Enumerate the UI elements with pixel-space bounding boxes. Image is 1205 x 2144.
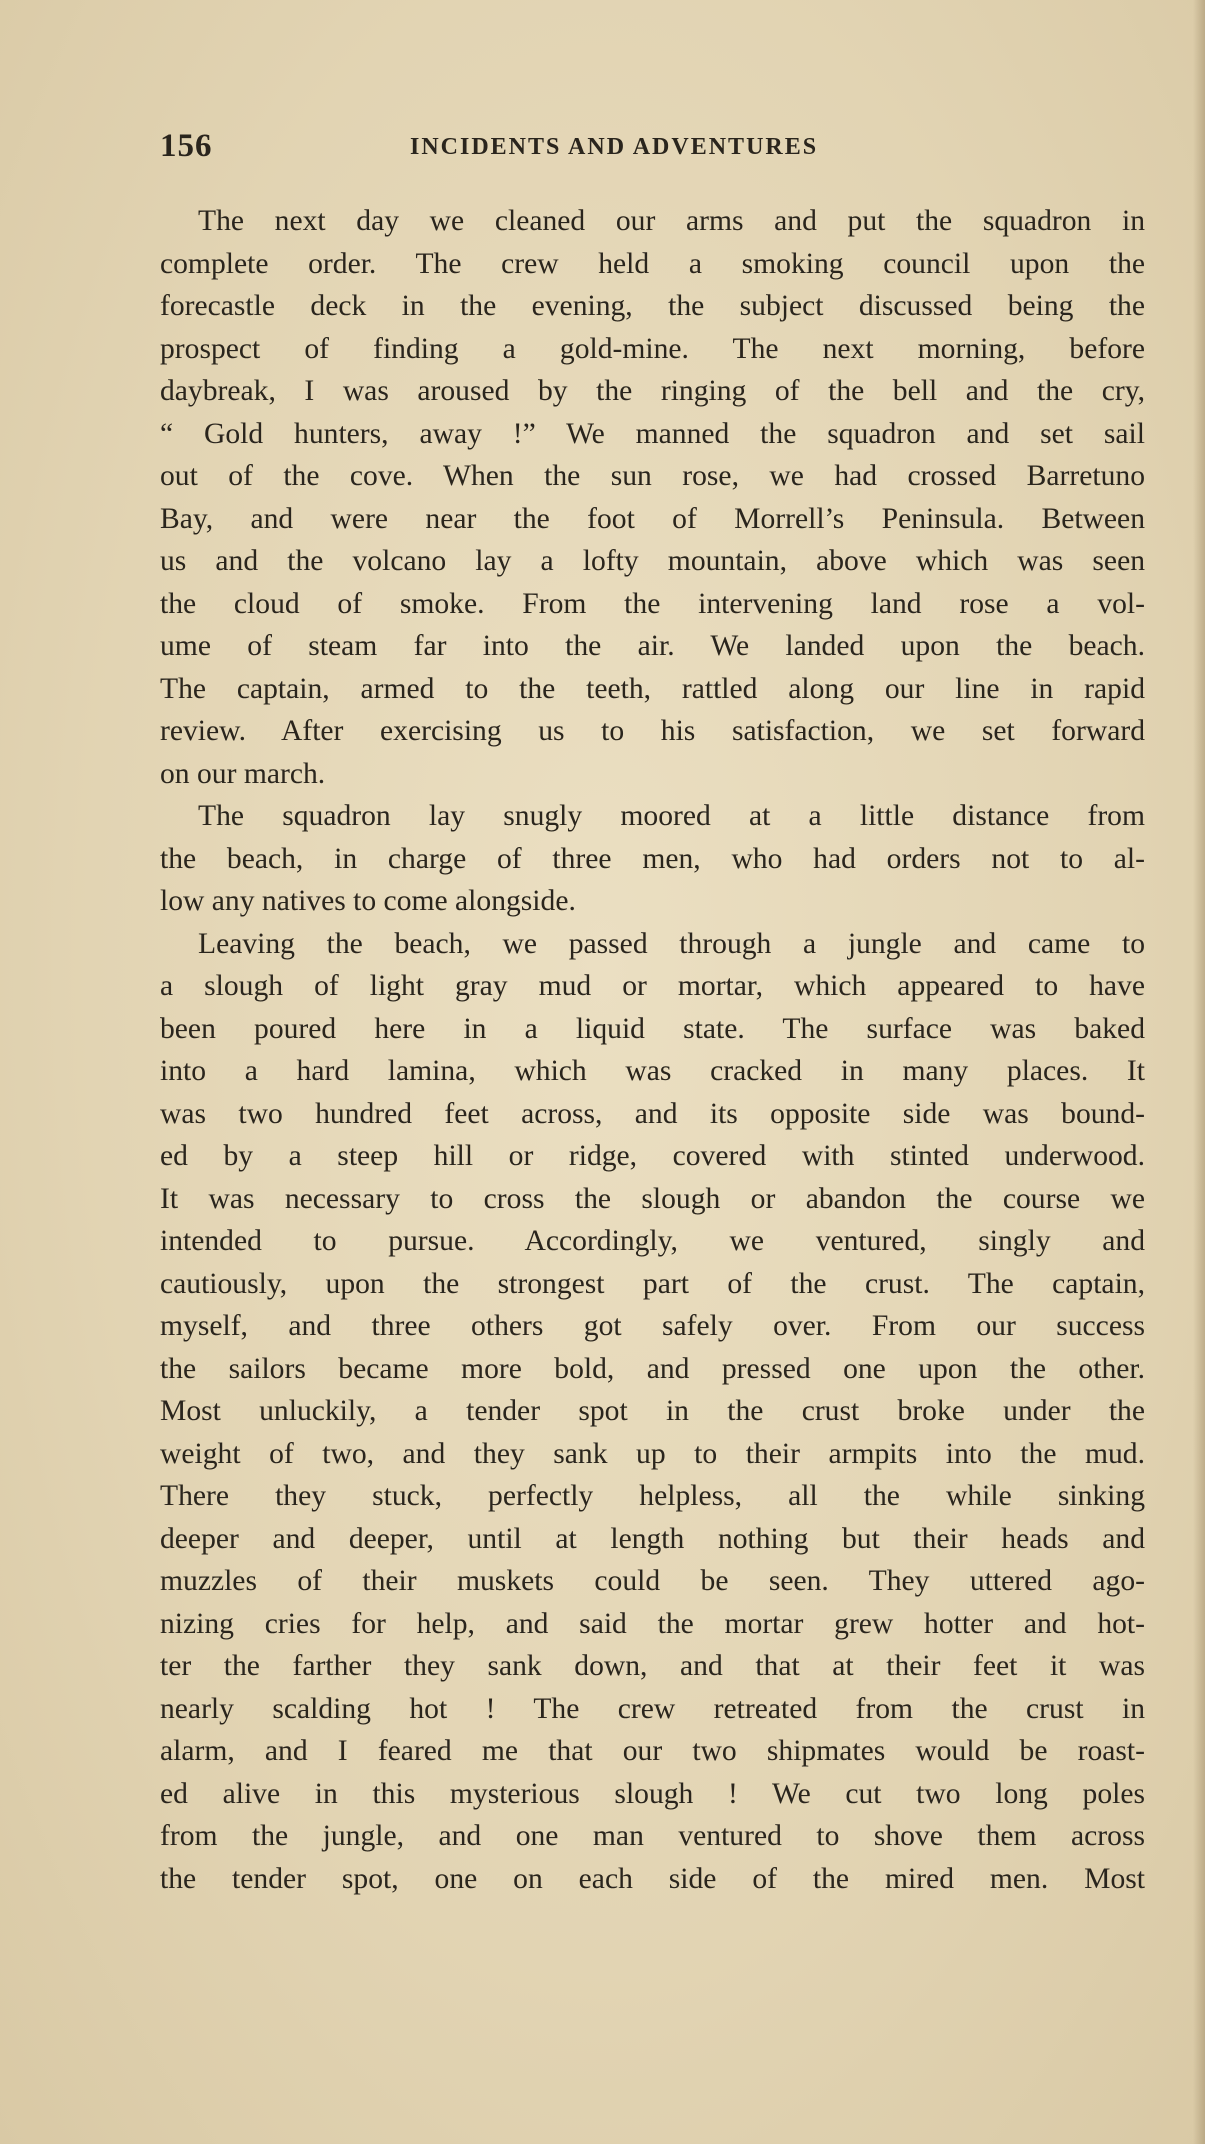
text-line: us and the volcano lay a lofty mountain, above which was seen xyxy=(160,545,1145,577)
text-line: muzzles of their muskets could be seen. They uttered ago- xyxy=(160,1565,1145,1597)
running-head xyxy=(160,128,1120,168)
text-line: ume of steam far into the air. We landed upon the beach. xyxy=(160,630,1145,662)
text-line: on our march. xyxy=(160,757,326,790)
text-line: There they stuck, perfectly helpless, all the while sinking xyxy=(160,1480,1145,1512)
text-line: Bay, and were near the foot of Morrell’s Peninsula. Between xyxy=(160,502,1145,535)
text-line: The next day we cleaned our arms and put the squadron in xyxy=(198,205,1145,237)
text-line: a slough of light gray mud or mortar, which appeared to have xyxy=(160,970,1145,1002)
text-line: complete order. The crew held a smoking council upon the xyxy=(160,247,1145,280)
text-line: prospect of finding a gold-mine. The next morning, before xyxy=(160,332,1145,365)
text-line: been poured here in a liquid state. The surface was baked xyxy=(160,1012,1145,1045)
text-line: the beach, in charge of three men, who had orders not to al- xyxy=(160,842,1145,875)
text-line: was two hundred feet across, and its opposite side was bound- xyxy=(160,1097,1145,1130)
body-text xyxy=(160,200,1145,1900)
text-line: intended to pursue. Accordingly, we ventured, singly and xyxy=(160,1225,1145,1257)
text-line: nizing cries for help, and said the mortar grew hotter and hot- xyxy=(160,1607,1145,1640)
text-line: weight of two, and they sank up to their armpits into the mud. xyxy=(160,1437,1145,1470)
text-line: from the jungle, and one man ventured to shove them across xyxy=(160,1820,1145,1852)
text-line: daybreak, I was aroused by the ringing of the bell and the cry, xyxy=(160,375,1145,407)
text-line: nearly scalding hot ! The crew retreated from the crust in xyxy=(160,1692,1145,1725)
text-line: cautiously, upon the strongest part of the crust. The captain, xyxy=(160,1267,1145,1300)
text-line: the sailors became more bold, and pressed one upon the other. xyxy=(160,1352,1145,1385)
text-line: It was necessary to cross the slough or abandon the course we xyxy=(160,1182,1145,1215)
text-line: myself, and three others got safely over. From our success xyxy=(160,1310,1145,1342)
text-line: forecastle deck in the evening, the subject discussed being the xyxy=(160,290,1145,322)
text-line: low any natives to come alongside. xyxy=(160,885,576,917)
text-line: alarm, and I feared me that our two shipmates would be roast- xyxy=(160,1735,1145,1767)
text-line: deeper and deeper, until at length nothing but their heads and xyxy=(160,1522,1145,1555)
text-line: ed by a steep hill or ridge, covered with stinted underwood. xyxy=(160,1140,1145,1172)
page-number: 156 xyxy=(160,128,213,164)
page-edge-shadow xyxy=(1193,0,1205,2144)
running-title: INCIDENTS AND ADVENTURES xyxy=(410,134,819,160)
text-line: “ Gold hunters, away !” We manned the squadron and set sail xyxy=(160,417,1145,450)
text-line: into a hard lamina, which was cracked in many places. It xyxy=(160,1055,1145,1087)
text-line: ter the farther they sank down, and that at their feet it was xyxy=(160,1650,1145,1682)
text-line: The squadron lay snugly moored at a little distance from xyxy=(198,800,1145,832)
text-line: the tender spot, one on each side of the mired men. Most xyxy=(160,1862,1145,1895)
text-line: out of the cove. When the sun rose, we had crossed Barretuno xyxy=(160,460,1145,492)
text-line: Leaving the beach, we passed through a jungle and came to xyxy=(198,927,1145,960)
text-line: ed alive in this mysterious slough ! We cut two long poles xyxy=(160,1777,1145,1810)
text-line: The captain, armed to the teeth, rattled along our line in rapid xyxy=(160,672,1145,705)
text-line: review. After exercising us to his satisfaction, we set forward xyxy=(160,715,1145,747)
text-line: Most unluckily, a tender spot in the crust broke under the xyxy=(160,1395,1145,1427)
text-line: the cloud of smoke. From the intervening land rose a vol- xyxy=(160,587,1145,620)
